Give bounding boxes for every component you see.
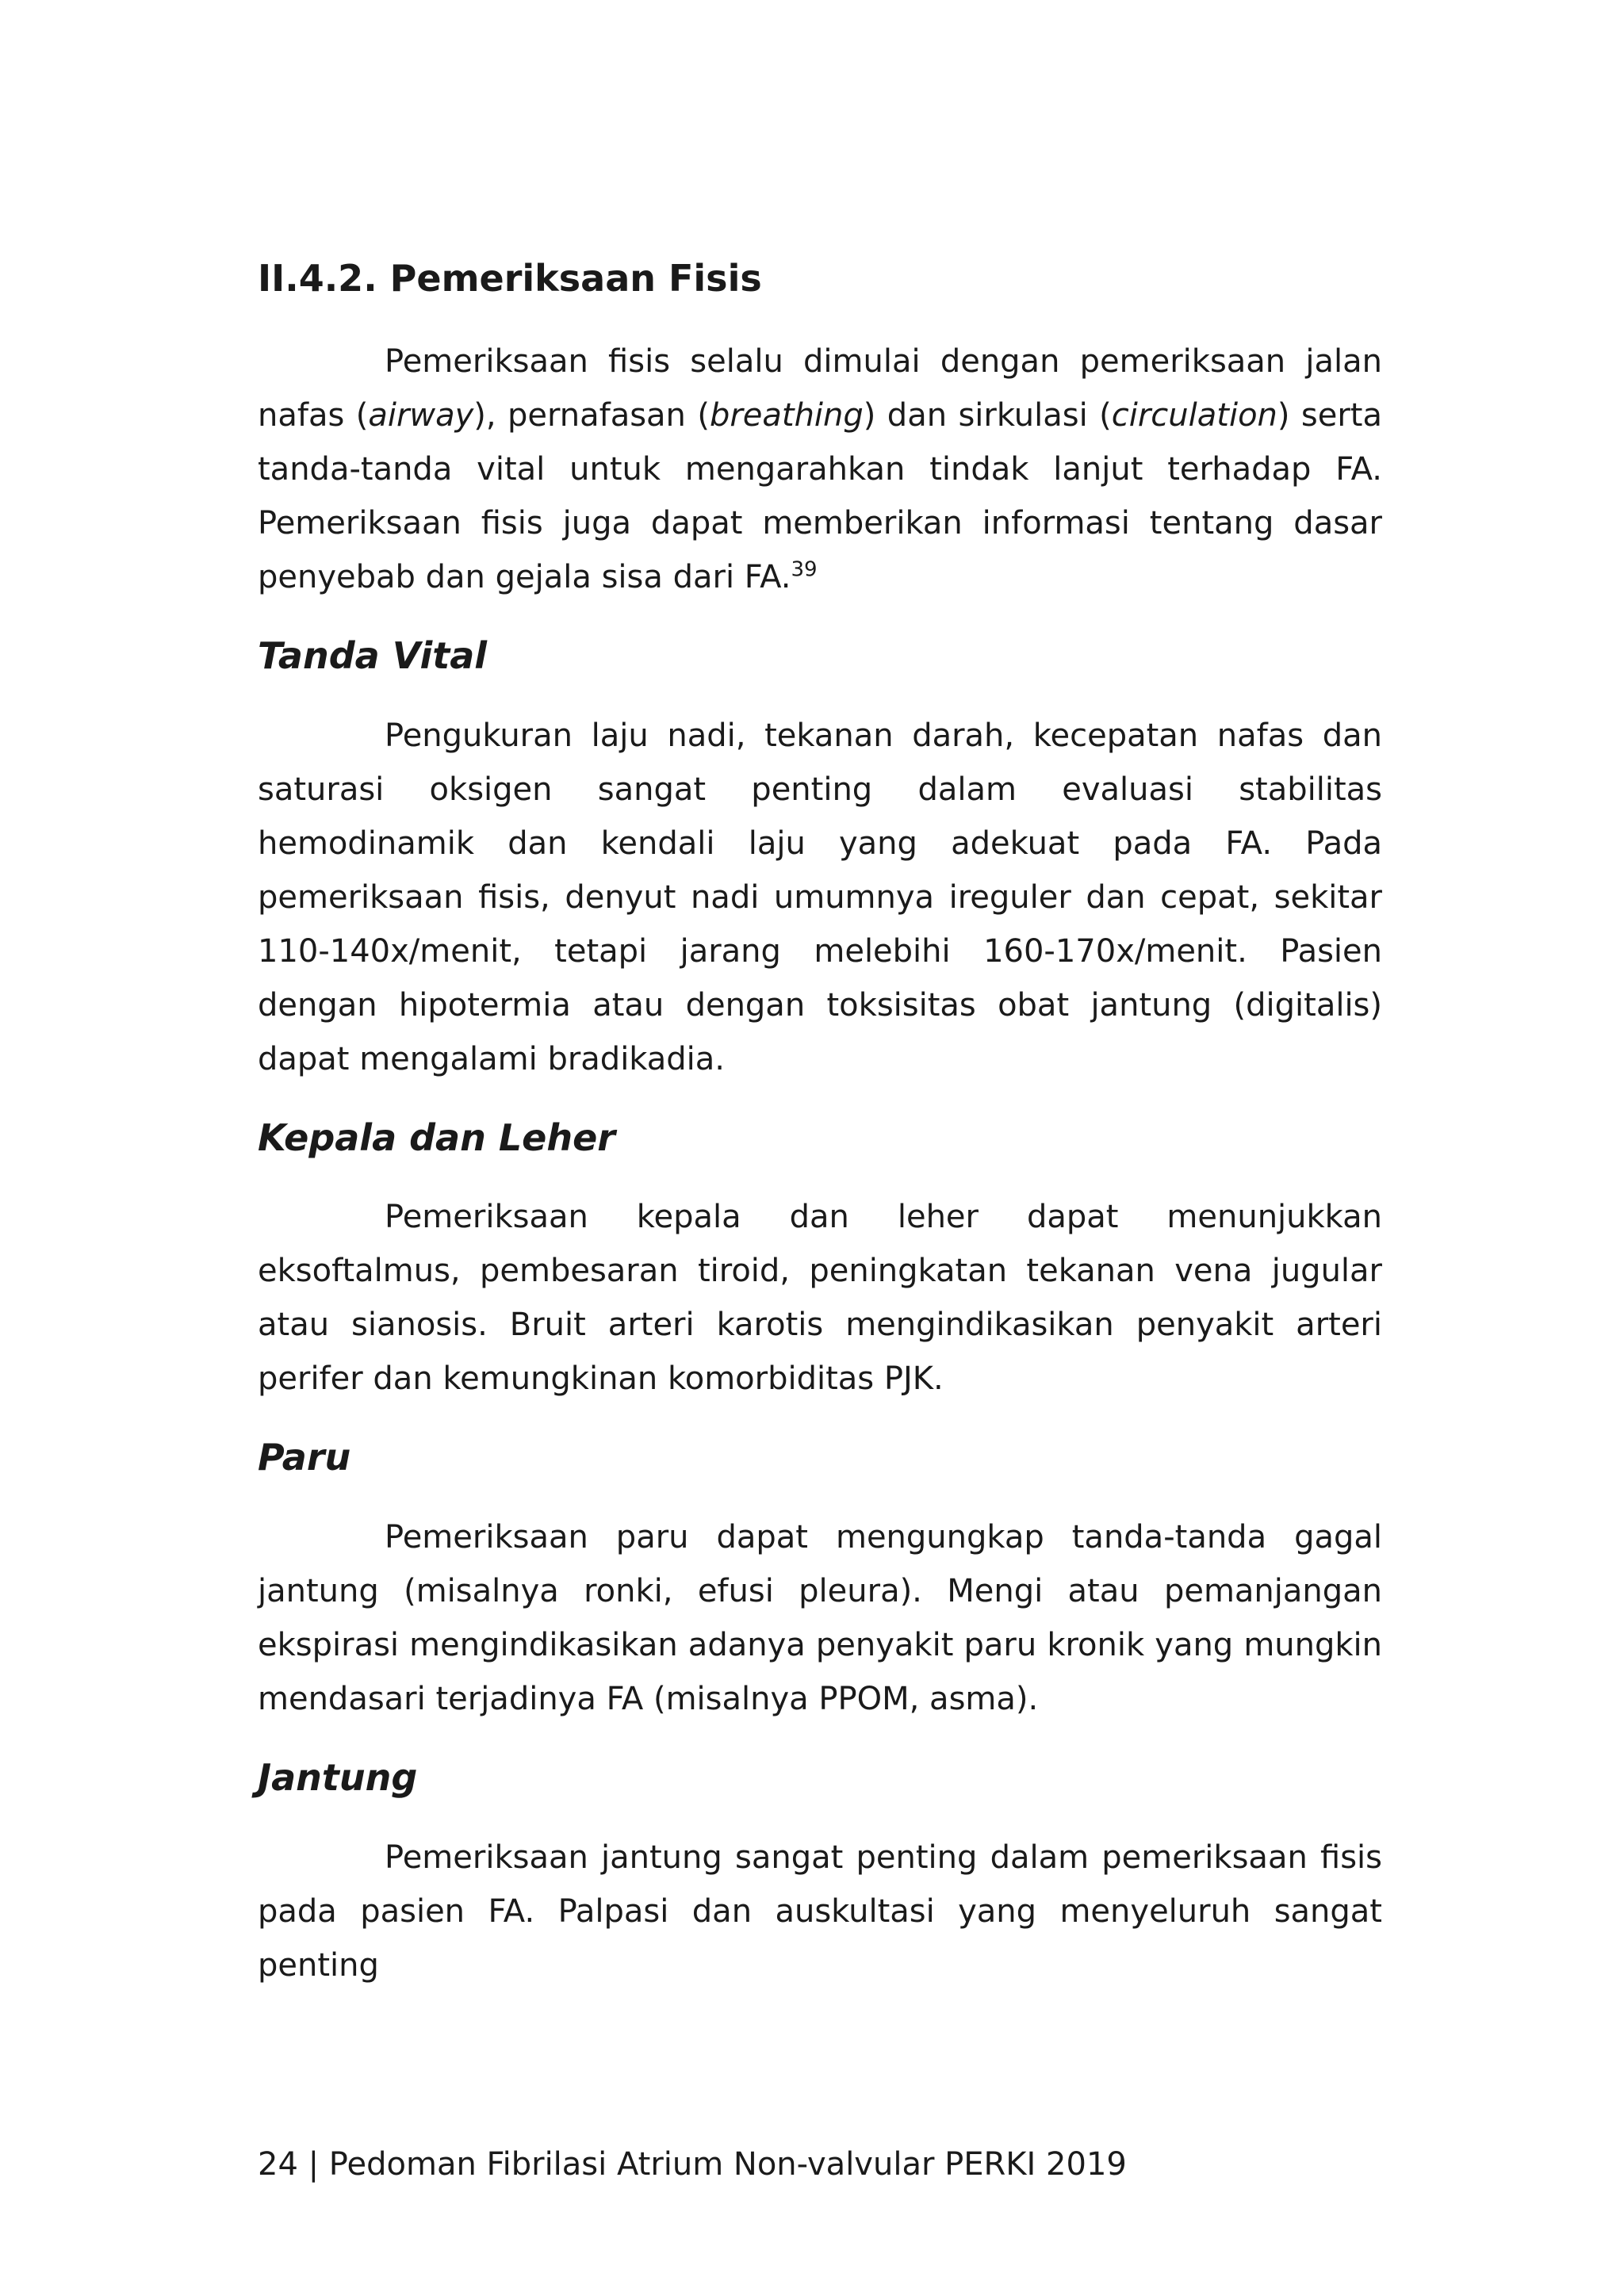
intro-text-4: ) serta tanda-tanda vital untuk mengarahkan tindak lanjut terhadap FA. Pemeriksaan fisis juga dapat memberikan informasi tentang dasar penyebab dan gejala sisa dari FA. <box>258 396 1382 595</box>
subsection-heading-kepala-leher: Kepala dan Leher <box>258 1115 615 1159</box>
reference-number: 39 <box>791 557 818 582</box>
subsection-heading-paru: Paru <box>258 1436 351 1479</box>
intro-term-airway: airway <box>368 396 474 434</box>
subsection-paragraph-paru: Pemeriksaan paru dapat mengungkap tanda-tanda gagal jantung (misalnya ronki, efusi pleura). Mengi atau pemanjangan ekspirasi mengindikasikan adanya penyakit paru kronik yang mungkin mendasari terjadinya FA (misalnya PPOM, asma). <box>258 1519 1382 1718</box>
intro-text-2: ), pernafasan ( <box>473 396 710 434</box>
subsection-paragraph-jantung: Pemeriksaan jantung sangat penting dalam pemeriksaan fisis pada pasien FA. Palpasi dan auskultasi yang menyeluruh sangat penting <box>258 1839 1382 1984</box>
subsection-paragraph-kepala-leher: Pemeriksaan kepala dan leher dapat menunjukkan eksoftalmus, pembesaran tiroid, peningkatan tekanan vena jugular atau sianosis. Bruit arteri karotis mengindikasikan penyakit arteri perifer dan kemungkinan komorbiditas PJK. <box>258 1199 1382 1398</box>
section-heading: II.4.2. Pemeriksaan Fisis <box>258 257 762 300</box>
page-footer: 24 | Pedoman Fibrilasi Atrium Non-valvular PERKI 2019 <box>258 2146 1127 2183</box>
subsection-paragraph-tanda-vital: Pengukuran laju nadi, tekanan darah, kecepatan nafas dan saturasi oksigen sangat penting dalam evaluasi stabilitas hemodinamik dan kendali laju yang adekuat pada FA. Pada pemeriksaan fisis, denyut nadi umumnya ireguler dan cepat, sekitar 110-140x/menit, tetapi jarang melebihi 160-170x/menit. Pasien dengan hipotermia atau dengan toksisitas obat jantung (digitalis) dapat mengalami bradikadia. <box>258 717 1382 1077</box>
intro-term-breathing: breathing <box>709 396 864 434</box>
page-content <box>258 255 1382 1992</box>
intro-text-1: Pemeriksaan fisis selalu dimulai dengan pemeriksaan jalan nafas ( <box>258 342 1382 434</box>
intro-term-circulation: circulation <box>1111 396 1277 434</box>
subsection-heading-tanda-vital: Tanda Vital <box>258 633 488 677</box>
intro-text-3: ) dan sirkulasi ( <box>863 396 1112 434</box>
intro-paragraph <box>258 335 1382 604</box>
subsection-heading-jantung: Jantung <box>258 1756 418 1800</box>
